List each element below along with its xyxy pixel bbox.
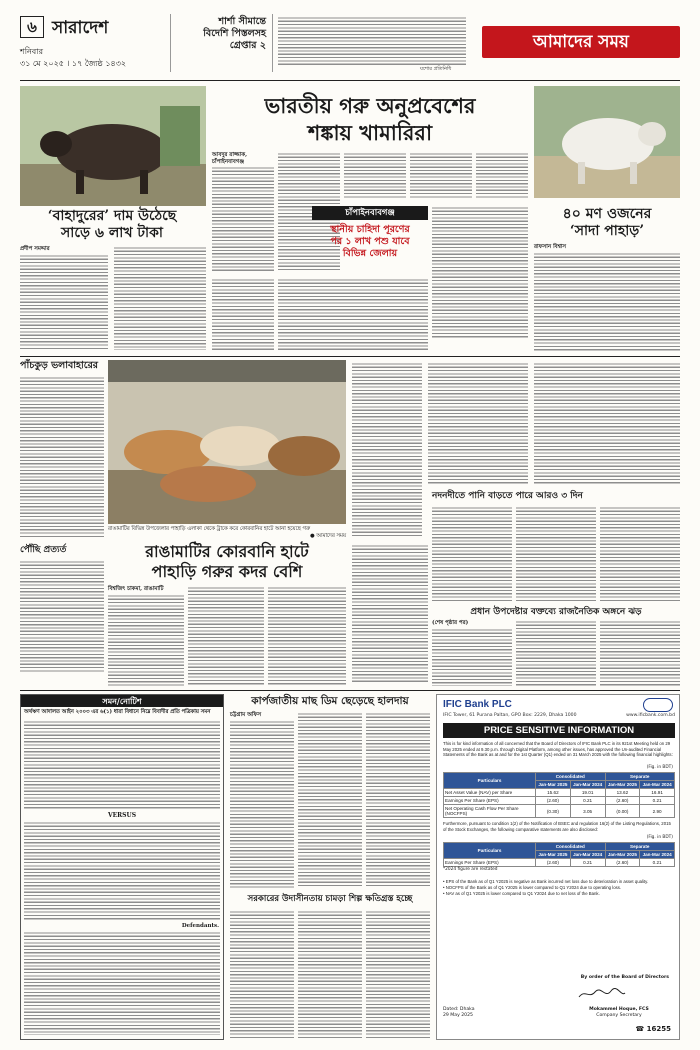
ad-note-text: NAV as of Q1 Y2025 is lower compared to Q1 Y2024 due to net loss of the Bank. <box>445 891 600 896</box>
halda-byline: চট্টগ্রাম অফিস <box>230 712 262 718</box>
top-story-headline <box>212 92 528 146</box>
cattle-truck-photo <box>108 360 346 524</box>
teaser-box <box>180 16 266 52</box>
small-headline: পৌঁছি প্রত্যর্ত <box>20 545 67 555</box>
flood-body-3 <box>516 506 596 602</box>
notice-versus: VERSUS <box>107 812 137 819</box>
teaser-line-2: বিদেশি পিস্তলসহ <box>203 28 266 39</box>
ific-logo-icon <box>643 698 673 712</box>
top-headline-line-1: ভারতীয় গরু অনুপ্রবেশের <box>264 93 476 118</box>
pullquote-line-3: বিভিন্ন জেলায় <box>342 248 398 259</box>
ad-place: Dated: Dhaka <box>443 1007 475 1012</box>
table-cell: 0.21 <box>640 797 675 805</box>
white-bull-image <box>534 86 680 198</box>
table-group-header: Consolidated <box>536 773 606 781</box>
table-cell: (2.60) <box>605 859 640 867</box>
photo-credit: ● আমাদের সময় <box>309 533 346 539</box>
left-story-headline <box>24 208 200 242</box>
table-col-header: Jan-Mar 2024 <box>640 851 675 859</box>
caption-text: রাঙামাটির বিভিন্ন উপজেলার পাহাড়ি এলাকা থেকে ট্রাকে করে কোরবানির হাটে আনা হয়েছে গরু <box>108 526 311 532</box>
table-header-row <box>444 773 675 781</box>
chief-adviser-headline: প্রধান উপদেষ্টার বক্তব্যে রাজনৈতিক অঙ্গনে ঝড় <box>470 607 642 617</box>
table-cell: Earnings Per Share (EPS) <box>444 797 536 805</box>
right-story-headline <box>534 206 680 240</box>
table-col-header: Particulars <box>444 773 536 789</box>
cattle-truck-image <box>108 360 346 524</box>
flood-body-1 <box>534 362 680 484</box>
notice-body-2 <box>24 821 220 921</box>
leather-headline: সরকারের উদাসীনতায় চামড়া শিল্প ক্ষতিগ্রস্ত হচ্ছে <box>247 894 413 904</box>
small-story-body <box>20 560 104 672</box>
chief-adviser-col-1 <box>432 628 512 686</box>
left-story-byline: প্রদীপ সমদ্দার <box>20 246 50 252</box>
ad-address-text: IFIC Tower, 61 Purana Paltan, GPO Box: 2229, Dhaka 1000 <box>443 713 577 718</box>
ad-unit-1: (Fig. in BDT) <box>646 765 673 770</box>
ad-phone: ☎ 16255 <box>635 1025 671 1033</box>
right-headline-line-1: ৪০ মণ ওজনের <box>562 206 652 222</box>
right-story-byline: রাফসান বিশ্বাস <box>534 244 567 250</box>
masthead <box>20 14 680 76</box>
table-cell: 0.21 <box>570 797 605 805</box>
paper-logo: আমাদের সময় <box>482 26 680 58</box>
top-story-byline: আবদুর রাজ্জাক, চাঁপাইনবাবগঞ্জ <box>212 152 248 165</box>
chief-adviser-col-3 <box>600 620 680 686</box>
pullquote-line-2: পর ১ লাখ পশু যাবে <box>330 236 410 247</box>
ad-date: 29 May 2025 <box>443 1013 473 1018</box>
notice-body-3 <box>24 931 220 1035</box>
teaser-credit: যশোর প্রতিনিধি <box>420 66 452 72</box>
table-col-header: Jan-Mar 2024 <box>570 781 605 789</box>
hill-story-col-1 <box>108 594 184 686</box>
hill-story-col-3 <box>268 586 346 686</box>
table-cell: Net Operating Cash Flow Per Share (NOCFPS) <box>444 805 536 818</box>
ad-web: www.ificbank.com.bd <box>626 713 675 718</box>
table-row <box>444 805 675 818</box>
ific-advertisement <box>436 694 680 1040</box>
table-col-header: Jan-Mar 2025 <box>605 851 640 859</box>
top-story-col-7 <box>278 278 428 352</box>
top-story-col-4 <box>410 152 472 198</box>
left-headline-line-2: সাড়ে ৬ লাখ টাকা <box>61 225 163 241</box>
ad-note-text: NOCFPS of the Bank as of Q1 Y2025 is lower compared to Q1 Y2024 due to operating loss. <box>445 885 622 890</box>
table-cell: (0.30) <box>536 805 571 818</box>
table-col-header: Jan-Mar 2025 <box>536 781 571 789</box>
table-cell: 3.05 <box>570 805 605 818</box>
table-cell: 13.62 <box>605 789 640 797</box>
top-story-col-1 <box>212 166 274 272</box>
halda-fish-headline: কার্পজাতীয় মাছ ডিম ছেড়েছে হালদায় <box>251 695 409 707</box>
notice-defendants: Defendants. <box>181 923 219 929</box>
ad-order: By order of the Board of Directors <box>580 975 669 980</box>
table-col-header: Jan-Mar 2025 <box>536 851 571 859</box>
financial-table <box>443 772 675 818</box>
teaser-line-3: গ্রেপ্তার ২ <box>229 40 266 51</box>
table-cell: (2.60) <box>605 797 640 805</box>
chief-adviser-col-2 <box>516 620 596 686</box>
ad-note: • EPS of the Bank as of Q1 Y2025 is negative as Bank incurred net loss due to deterioration in asset quality. <box>443 879 649 884</box>
day: শনিবার <box>20 47 43 56</box>
table-col-header: Jan-Mar 2024 <box>570 851 605 859</box>
table-cell: 0.21 <box>570 859 605 867</box>
table-header-row <box>444 843 675 851</box>
halda-col-3 <box>366 712 430 888</box>
teaser-line-1: শার্শা সীমান্তে <box>218 16 266 27</box>
table-col-header: Jan-Mar 2024 <box>640 781 675 789</box>
table-row <box>444 797 675 805</box>
table-cell: 19.01 <box>570 789 605 797</box>
middle-story-body-2 <box>428 362 528 484</box>
top-headline-line-2: শঙ্কায় খামারিরা <box>307 120 433 145</box>
left-col-headline: পাঁচকুড় ভলাবাহারের <box>20 360 99 371</box>
ad-designation: Company Secretary <box>596 1013 642 1018</box>
table-row <box>444 789 675 797</box>
ad-note: • NAV as of Q1 Y2025 is lower compared to Q1 Y2024 due to net loss of the Bank. <box>443 891 600 896</box>
ad-table-footnote: *2024 figure are restated <box>443 867 498 872</box>
ad-signatory: Mokammel Hoque, FCS <box>589 1007 649 1012</box>
bull-image <box>20 86 206 206</box>
byline-place: চাঁপাইনবাবগঞ্জ <box>212 159 245 165</box>
halda-col-1 <box>230 720 294 888</box>
top-story-col-6 <box>432 206 528 338</box>
table-cell: Earnings Per Share (EPS) <box>444 859 536 867</box>
page-number-box <box>20 16 44 38</box>
ad-unit-2: (Fig. in BDT) <box>646 835 673 840</box>
ad-note-text: EPS of the Bank as of Q1 Y2025 is negative as Bank incurred net loss due to deterioration in asset quality. <box>445 879 649 884</box>
left-story-body <box>20 254 108 350</box>
bull-photo-left <box>20 86 206 206</box>
table-group-header: Consolidated <box>536 843 606 851</box>
flood-body-2 <box>432 506 512 602</box>
table-cell: 16.91 <box>640 789 675 797</box>
photo-caption <box>108 526 346 540</box>
table-col-header: Jan-Mar 2025 <box>605 781 640 789</box>
signature-icon <box>577 987 627 1001</box>
table-cell: (2.60) <box>536 797 571 805</box>
notice-body-1 <box>24 720 220 810</box>
left-story-body-2 <box>114 246 206 350</box>
table-cell: Net Asset Value (NAV) per Share <box>444 789 536 797</box>
table-cell: (0.00) <box>605 805 640 818</box>
middle-story-body-3 <box>352 544 428 684</box>
flood-body-4 <box>600 506 680 602</box>
ad-place-date <box>443 1007 475 1019</box>
hill-story-col-2 <box>188 586 264 686</box>
hill-headline-line-2: পাহাড়ি গরুর কদর বেশি <box>151 562 303 581</box>
ad-restated-note: Furthermore, pursuant to condition 1(2) of the Notification of BSEC and regulation 16(2) of the Listing Regulations, 2015 of the Stock Exchanges, the following comparative statements are also disclosed: <box>443 821 671 832</box>
right-headline-line-2: ‘সাদা পাহাড়’ <box>569 223 645 239</box>
white-bull-photo <box>534 86 680 198</box>
table-cell: 15.62 <box>536 789 571 797</box>
flood-headline: নদনদীতে পানি বাড়তে পারে আরও ৩ দিন <box>432 491 583 501</box>
right-story-body <box>534 252 680 352</box>
eps-table <box>443 842 675 867</box>
leather-col-3 <box>366 910 430 1040</box>
ad-note: • NOCFPS of the Bank as of Q1 Y2025 is lower compared to Q1 Y2024 due to operating loss. <box>443 885 622 890</box>
top-story-col-3 <box>344 152 406 198</box>
ad-title: PRICE SENSITIVE INFORMATION <box>443 723 675 738</box>
date-line: ৩১ মে ২০২৫ । ১৭ জ্যৈষ্ঠ ১৪৩২ <box>20 59 127 68</box>
top-story-pullquote <box>312 224 428 260</box>
ad-bank-name: IFIC Bank PLC <box>443 699 512 710</box>
table-row <box>444 859 675 867</box>
top-story-kicker: চাঁপাইনবাবগঞ্জ <box>312 206 428 220</box>
ad-signatory-block <box>567 1007 671 1019</box>
section-name: সারাদেশ <box>52 18 109 38</box>
ad-notes <box>443 879 675 897</box>
leather-col-2 <box>298 910 362 1040</box>
legal-notice <box>20 694 224 1040</box>
left-col-body <box>20 376 104 538</box>
table-cell: (2.60) <box>536 859 571 867</box>
table-cell: 2.90 <box>640 805 675 818</box>
top-story-col-8 <box>212 278 274 352</box>
top-story-col-5 <box>476 152 528 198</box>
hill-cattle-headline <box>108 542 346 582</box>
halda-col-2 <box>298 712 362 888</box>
hill-headline-line-1: রাঙামাটির কোরবানি হাটে <box>145 542 309 561</box>
byline-name: আবদুর রাজ্জাক <box>212 152 246 158</box>
pullquote-line-1: স্থানীয় চাহিদা পূরণের <box>330 224 410 235</box>
ad-address <box>443 713 675 718</box>
table-col-header: Particulars <box>444 843 536 859</box>
notice-sub: অর্থঋণ আদালত আইন ২০০৩ এর ৬(১) ধারা বিধানে নিম্নে বিবাদীর প্রতি পত্রিকায় সমন <box>24 709 211 715</box>
table-group-header: Separate <box>605 843 675 851</box>
chief-adviser-cont: (শেষ পৃষ্ঠার পর) <box>432 620 469 626</box>
page-number: ৬ <box>27 18 37 36</box>
left-headline-line-1: ‘বাহাদুরের’ দাম উঠেছে <box>47 208 177 224</box>
table-cell: 0.21 <box>640 859 675 867</box>
notice-header: সমন/নোটিশ <box>21 695 223 707</box>
hill-story-byline: বিশ্বজিৎ চাকমা, রাঙামাটি <box>108 586 164 592</box>
teaser-body <box>278 16 466 66</box>
leather-col-1 <box>230 910 294 1040</box>
ad-intro: This is for kind information of all concerned that the Board of Directors of IFIC Bank PLC in its 921st Meeting held on 29 May 2025 ended at 9.30 p.m. through Digital Platform, among other issues, has approved the Un-audited Financial Statements of the Bank as at and for the 1st Quarter (Q1) ended on 31 March 2025 with the following financial highlights: <box>443 741 673 758</box>
middle-story-body <box>352 362 422 538</box>
table-group-header: Separate <box>605 773 675 781</box>
